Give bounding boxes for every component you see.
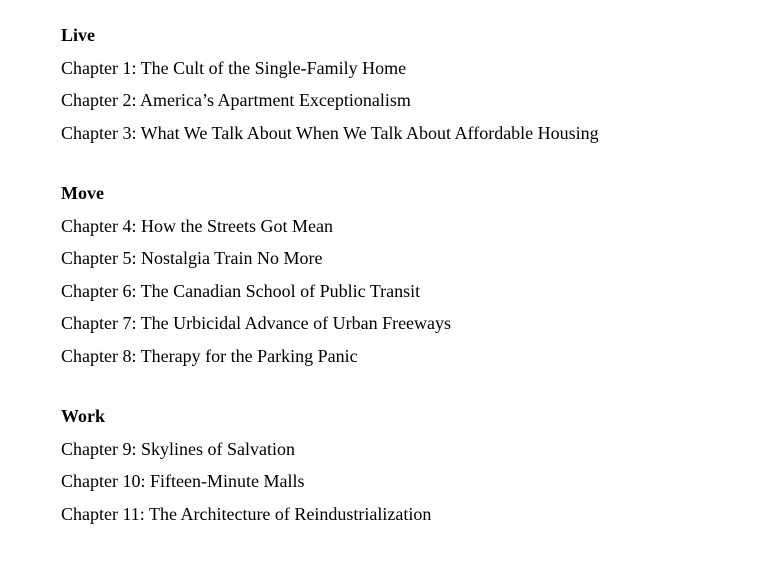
chapter-item: Chapter 10: Fifteen-Minute Malls [61, 471, 305, 491]
chapter-item: Chapter 6: The Canadian School of Public Transit [61, 280, 421, 301]
chapter-item: Chapter 1: The Cult of the Single-Family Home [61, 57, 407, 78]
chapter-item: Chapter 4: How the Streets Got Mean [61, 215, 333, 236]
section-live [61, 19, 738, 149]
section-title: Work [61, 406, 106, 426]
section-move [61, 177, 738, 372]
table-of-contents [61, 19, 738, 558]
chapter-item: Chapter 9: Skylines of Salvation [61, 438, 295, 459]
section-work [61, 400, 738, 530]
chapter-item: Chapter 7: The Urbicidal Advance of Urban Freeways [61, 313, 452, 333]
chapter-item: Chapter 11: The Architecture of Reindustrialization [61, 503, 432, 524]
section-title: Live [61, 25, 95, 45]
section-title: Move [61, 183, 104, 203]
chapter-item: Chapter 2: America’s Apartment Exceptionalism [61, 90, 411, 110]
chapter-item: Chapter 5: Nostalgia Train No More [61, 248, 323, 268]
chapter-item: Chapter 8: Therapy for the Parking Panic [61, 345, 358, 366]
chapter-item: Chapter 3: What We Talk About When We Talk About Affordable Housing [61, 122, 599, 143]
